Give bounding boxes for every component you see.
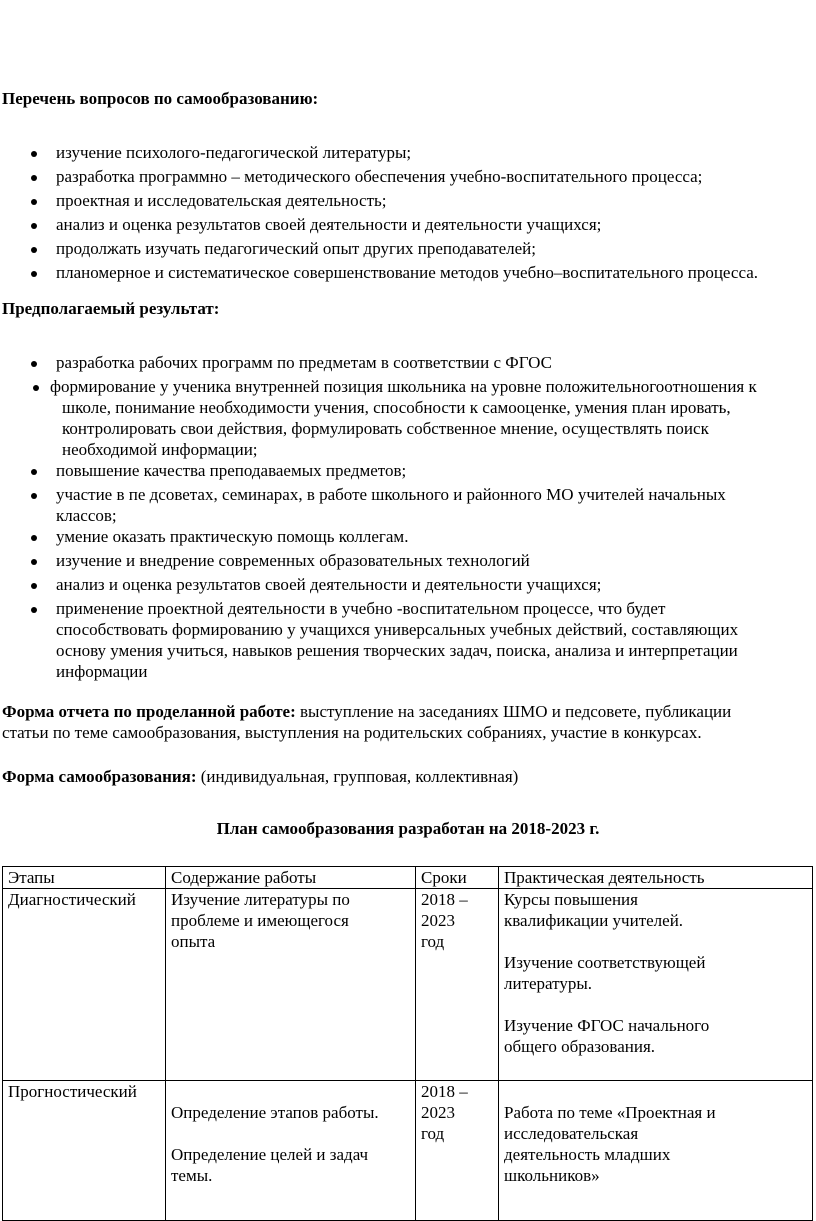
plan-title: План самообразования разработан на 2018-2023 г.	[216, 819, 600, 838]
bullet-icon	[31, 493, 37, 499]
form-text: (индивидуальная, групповая, коллективная)	[196, 767, 519, 786]
header-content: Содержание работы	[166, 867, 416, 889]
plan-table	[2, 866, 813, 1221]
cell-text: деятельность младших	[504, 1145, 671, 1164]
list-item-continuation: основу умения учиться, навыков решения творческих задач, поиска, анализа и интерпретации	[56, 641, 738, 660]
bullet-icon	[31, 559, 37, 565]
list-item: участие в пе дсоветах, семинарах, в работе школьного и районного МО учителей начальных	[56, 485, 726, 504]
cell-text: 2018 –	[421, 1082, 468, 1101]
cell-content	[166, 1081, 416, 1221]
cell-text: Изучение соответствующей	[504, 953, 706, 972]
header-terms: Сроки	[416, 867, 499, 889]
cell-stage	[3, 1081, 166, 1221]
list-item: изучение и внедрение современных образовательных технологий	[56, 551, 530, 570]
section1-heading: Перечень вопросов по самообразованию:	[2, 89, 319, 108]
cell-text: Диагностический	[8, 890, 136, 909]
cell-text: 2023	[421, 911, 455, 930]
table-row	[3, 1081, 813, 1221]
list-item: анализ и оценка результатов своей деятельности и деятельности учащихся;	[56, 215, 602, 234]
list-item: применение проектной деятельности в учебно -воспитательном процессе, что будет	[56, 599, 666, 618]
report-text-line2: статьи по теме самообразования, выступления на родительских собраниях, участие в конкурсах.	[2, 723, 702, 742]
list-item: разработка рабочих программ по предметам в соответствии с ФГОС	[56, 353, 552, 372]
cell-text: Курсы повышения	[504, 890, 638, 909]
bullet-icon	[31, 199, 37, 205]
cell-text: Определение целей и задач	[171, 1145, 369, 1164]
cell-text: год	[421, 932, 445, 951]
bullet-icon	[31, 271, 37, 277]
cell-text: темы.	[171, 1166, 213, 1185]
bullet-icon	[31, 175, 37, 181]
cell-text: год	[421, 1124, 445, 1143]
cell-text: 2018 –	[421, 890, 468, 909]
bullet-icon	[31, 583, 37, 589]
form-paragraph	[2, 766, 518, 787]
table-header-row	[3, 867, 813, 889]
cell-text: проблеме и имеющегося	[171, 911, 349, 930]
header-practice: Практическая деятельность	[499, 867, 813, 889]
cell-text: Определение этапов работы.	[171, 1103, 379, 1122]
list-item: разработка программно – методического обеспечения учебно-воспитательного процесса;	[56, 167, 703, 186]
bullet-icon	[31, 223, 37, 229]
table-row	[3, 889, 813, 1081]
bullet-icon	[31, 469, 37, 475]
list-item: продолжать изучать педагогический опыт других преподавателей;	[56, 239, 536, 258]
cell-text: опыта	[171, 932, 216, 951]
section2-heading: Предполагаемый результат:	[2, 299, 220, 318]
cell-text: 2023	[421, 1103, 455, 1122]
list-item-continuation: школе, понимание необходимости учения, способности к самооценке, умения план ировать,	[62, 398, 731, 417]
report-text: выступление на заседаниях ШМО и педсовете, публикации	[295, 702, 732, 721]
form-label: Форма самообразования:	[2, 767, 197, 786]
bullet-icon	[31, 361, 37, 367]
bullet-icon	[31, 607, 37, 613]
cell-text: Изучение литературы по	[171, 890, 350, 909]
bullet-icon	[31, 535, 37, 541]
report-label: Форма отчета по проделанной работе:	[2, 702, 296, 721]
cell-text: квалификации учителей.	[504, 911, 684, 930]
list-item: анализ и оценка результатов своей деятельности и деятельности учащихся;	[56, 575, 602, 594]
cell-text: исследовательская	[504, 1124, 639, 1143]
cell-text: школьников»	[504, 1166, 600, 1185]
cell-text: Изучение ФГОС начального	[504, 1016, 710, 1035]
cell-text: литературы.	[504, 974, 593, 993]
list-item-continuation: классов;	[56, 506, 117, 525]
cell-text: общего образования.	[504, 1037, 656, 1056]
cell-practice	[499, 889, 813, 1081]
cell-text: Прогностический	[8, 1082, 137, 1101]
cell-content	[166, 889, 416, 1081]
cell-terms	[416, 1081, 499, 1221]
bullet-icon	[31, 151, 37, 157]
list-item-continuation: необходимой информации;	[62, 440, 258, 459]
list-item: планомерное и систематическое совершенствование методов учебно–воспитательного процесса.	[56, 263, 758, 282]
list-item: проектная и исследовательская деятельность;	[56, 191, 387, 210]
list-item-continuation: информации	[56, 662, 148, 681]
header-stage: Этапы	[3, 867, 166, 889]
bullet-icon	[31, 247, 37, 253]
list-item: изучение психолого-педагогической литературы;	[56, 143, 412, 162]
list-item: повышение качества преподаваемых предметов;	[56, 461, 407, 480]
cell-text: Работа по теме «Проектная и	[504, 1103, 716, 1122]
list-item: умение оказать практическую помощь коллегам.	[56, 527, 409, 546]
cell-stage	[3, 889, 166, 1081]
list-item: формирование у ученика внутренней позиция школьника на уровне положительногоотношения к	[50, 377, 757, 396]
report-paragraph	[2, 701, 731, 722]
list-item-continuation: контролировать свои действия, формулировать собственное мнение, осуществлять поиск	[62, 419, 709, 438]
cell-practice	[499, 1081, 813, 1221]
list-item-continuation: способствовать формированию у учащихся универсальных учебных действий, составляющих	[56, 620, 739, 639]
cell-terms	[416, 889, 499, 1081]
bullet-icon	[33, 385, 39, 391]
